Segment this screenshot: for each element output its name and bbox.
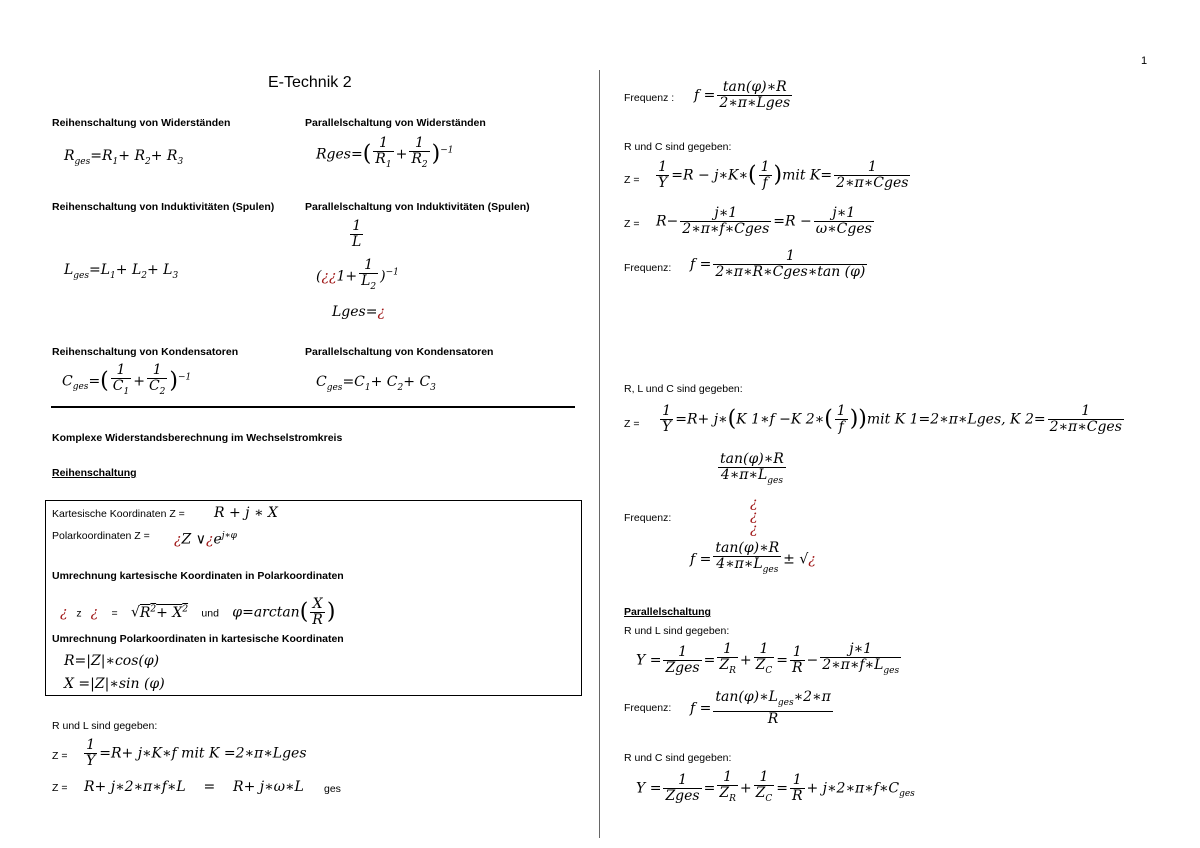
page-number: 1 bbox=[1141, 55, 1148, 67]
heading-parallel-widerstaende: Parallelschaltung von Widerständen bbox=[305, 117, 486, 129]
formula-rlc-placeholder: ¿ ¿ ¿ bbox=[750, 495, 758, 537]
formula-parallel-l-part1: $\frac{1}{L}$ bbox=[352, 218, 362, 250]
label-frequenz-rlc: Frequenz: bbox=[624, 512, 672, 524]
formula-frequenz-top: f = $\frac{\tan(\varphi)∗R}{\text{2∗π∗Lges}}$ bbox=[694, 79, 791, 111]
label-frequenz-parallel: Frequenz: bbox=[624, 702, 672, 714]
heading-parallelschaltung: Parallelschaltung bbox=[624, 606, 711, 618]
formula-rc-1: $\frac{1}{Y}$ =R − j∗K∗( $\frac{1}{f}$ )mit K= $\frac{1}{\text{2∗π∗Cges}}$ bbox=[658, 159, 909, 191]
formula-parallel-rc: Y = $\frac{1}{\text{Zges}}$ = $\frac{1}{Z_R}$ + $\frac{1}{Z_C}$ = $\frac{1}{R}$ + $j∗2∗\pi∗f∗C_{ges}$ bbox=[636, 769, 915, 804]
formula-rl-2: R+ j∗2∗π∗f∗L = R+ j∗ω∗L bbox=[84, 779, 304, 795]
label-frequenz-rc: Frequenz: bbox=[624, 262, 672, 274]
formula-rlc-frequenz-b: f = $\frac{\tan(\varphi)∗R}{4∗\pi∗L_{ges}}$ ± √¿ bbox=[690, 540, 816, 575]
label-z-rc-1: Z = bbox=[624, 174, 640, 186]
formula-umrechnung-1: ¿ z ¿ = $√R^2+ X^2$ und φ=arctan( $\frac{X}{R}$ ) bbox=[60, 596, 336, 628]
formula-parallel-kondensatoren: $C_{ges}=C_1+ C_2+ C_3$ bbox=[316, 374, 436, 393]
suffix-ges: ges bbox=[324, 783, 341, 795]
umrechnung-z: z bbox=[76, 607, 82, 620]
label-z-rlc: Z = bbox=[624, 418, 640, 430]
formula-parallel-l-part2: (¿¿1+ $\frac{1}{L_2}$ )$^{-1}$ bbox=[316, 257, 399, 292]
umrechnung-eq: = bbox=[111, 607, 118, 620]
heading-reihe-widerstaende: Reihenschaltung von Widerständen bbox=[52, 117, 231, 129]
formula-r-polar: R=|Z|∗cos(φ) bbox=[64, 653, 160, 669]
formula-polar: ¿Z $\vee¿e^{j∗\varphi}$ bbox=[174, 531, 237, 548]
heading-umrechnung-2: Umrechnung Polarkoordinaten in kartesische Koordinaten bbox=[52, 633, 344, 645]
formula-frequenz-rc: f = $\frac{1}{\text{2∗π∗R∗Cges∗tan (φ)}}$ bbox=[690, 248, 866, 280]
heading-reihe-induktivitaeten: Reihenschaltung von Induktivitäten (Spulen) bbox=[52, 201, 275, 213]
formula-reihe-induktivitaeten: $L_{ges}=L_1+ L_2+ L_3$ bbox=[64, 262, 179, 281]
heading-reihe-kondensatoren: Reihenschaltung von Kondensatoren bbox=[52, 346, 239, 358]
label-z-rl-1: Z = bbox=[52, 750, 68, 762]
heading-parallel-kondensatoren: Parallelschaltung von Kondensatoren bbox=[305, 346, 494, 358]
heading-komplex: Komplexe Widerstandsberechnung im Wechselstromkreis bbox=[52, 432, 343, 444]
heading-umrechnung-1: Umrechnung kartesische Koordinaten in Polarkoordinaten bbox=[52, 570, 344, 582]
formula-parallel-l-part3: Lges=¿ bbox=[332, 304, 385, 320]
formula-rc-2: R− $\frac{j∗1}{\text{2∗π∗f∗Cges}}$ =R − $\frac{j∗1}{\text{ω∗Cges}}$ bbox=[656, 205, 872, 237]
formula-rl-1: $\frac{1}{Y}$ =R+ j∗K∗f mit K =2∗π∗Lges bbox=[86, 737, 307, 769]
page-title: E-Technik 2 bbox=[268, 74, 352, 91]
formula-frequenz-parallel: f = $\frac{\tan(\varphi)∗L_{ges}∗2∗\pi}{R}$ bbox=[690, 689, 831, 727]
heading-parallel-induktivitaeten: Parallelschaltung von Induktivitäten (Spulen) bbox=[305, 201, 530, 213]
label-z-rl-2: Z = bbox=[52, 782, 68, 794]
label-r-l-und-c: R, L und C sind gegeben: bbox=[624, 383, 743, 395]
label-kartesisch: Kartesische Koordinaten Z = bbox=[52, 508, 185, 520]
formula-reihe-kondensatoren: $C_{ges}=$( $\frac{1}{C_1}$ + $\frac{1}{C_2}$ )$^{-1}$ bbox=[62, 362, 192, 397]
label-parallel-r-und-l: R und L sind gegeben: bbox=[624, 625, 730, 637]
label-r-und-l: R und L sind gegeben: bbox=[52, 720, 158, 732]
column-divider bbox=[599, 70, 600, 838]
formula-rlc: $\frac{1}{Y}$ =R+ j∗(K 1∗f −K 2∗( $\frac{1}{f}$ ))mit K 1=2∗π∗Lges, K 2= $\frac{1}{\text{2∗π∗Cges}}$ bbox=[662, 403, 1122, 435]
section-rule bbox=[51, 406, 575, 408]
label-parallel-r-und-c: R und C sind gegeben: bbox=[624, 752, 732, 764]
label-z-rc-2: Z = bbox=[624, 218, 640, 230]
formula-rlc-frequenz-a: $\frac{\tan(\varphi)∗R}{4∗\pi∗L_{ges}}$ bbox=[720, 451, 784, 486]
label-polar: Polarkoordinaten Z = bbox=[52, 530, 150, 542]
formula-x-polar: X =|Z|∗sin (φ) bbox=[64, 676, 165, 692]
formula-kartesisch: R + j ∗ X bbox=[214, 505, 278, 521]
formula-reihe-widerstaende: $R_{ges}=R_1+ R_2+ R_3$ bbox=[64, 148, 184, 167]
heading-reihenschaltung: Reihenschaltung bbox=[52, 467, 137, 479]
label-und: und bbox=[201, 607, 219, 620]
formula-parallel-widerstaende: Rges=( $\frac{1}{R_1}$ + $\frac{1}{R_2}$ )$^{-1}$ bbox=[316, 135, 454, 170]
label-frequenz-top: Frequenz : bbox=[624, 92, 675, 104]
formula-parallel-rl: Y = $\frac{1}{\text{Zges}}$ = $\frac{1}{Z_R}$ + $\frac{1}{Z_C}$ = $\frac{1}{R}$ − $\frac{j∗1}{2∗\pi∗f∗L_{ges}}$ bbox=[636, 641, 900, 676]
label-r-und-c: R und C sind gegeben: bbox=[624, 141, 732, 153]
